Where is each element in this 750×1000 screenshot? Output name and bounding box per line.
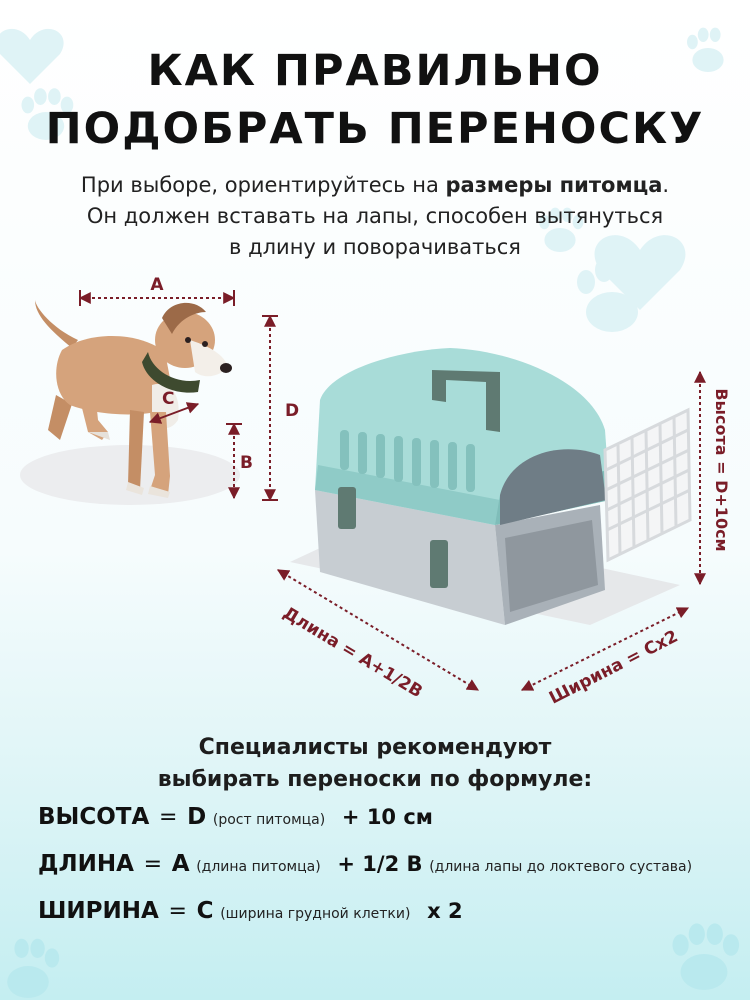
formula-height [38,804,738,830]
subtitle-line-2: Он должен вставать на лапы, способен вытянуться [86,204,664,228]
dog-label-d: D [285,401,300,421]
subtitle-highlight: размеры питомца [445,173,663,197]
recommendation-line-1: Специалисты рекомендуют [198,735,552,760]
illustration-scene [0,260,750,710]
recommendation [0,732,750,796]
paw-print-icon [7,939,59,998]
carrier-length-label: Длина = A+1/2B [279,603,426,703]
dog-illustration [20,300,240,505]
dog-label-c: C [162,389,175,409]
carrier-wire-door [605,410,690,560]
formula-equals: = [143,852,163,877]
paw-print-icon [673,923,740,990]
formula-note: (ширина грудной клетки) [220,906,411,922]
formula-name: ДЛИНА [38,851,134,877]
formula-note: (длина питомца) [196,859,321,875]
subtitle-line-1-end: . [662,173,670,197]
dog-label-b: B [240,453,253,473]
recommendation-line-2: выбирать переноски по формуле: [157,767,593,792]
formula-equals: = [158,805,178,830]
formula-operation: + 1/2 B [337,852,423,876]
formula-equals: = [168,899,187,924]
formula-width [38,898,738,924]
pet-carrier-illustration [290,348,690,625]
title-line-2: ПОДОБРАТЬ ПЕРЕНОСКУ [45,104,705,154]
formula-operation: + 10 см [341,805,433,829]
carrier-width-label: Ширина = Cx2 [546,626,682,709]
formula-note: (рост питомца) [212,812,326,828]
subtitle [20,170,730,263]
page-title [0,42,750,158]
subtitle-line-3: в длину и поворачиваться [229,235,521,259]
formula-variable: A [171,851,190,877]
formula-name: ВЫСОТА [38,804,150,830]
formula-operation-note: (длина лапы до локтевого сустава) [429,859,693,875]
formula-operation: x 2 [427,899,463,923]
formula-name: ШИРИНА [38,898,159,924]
formula-variable: D [187,804,207,830]
title-line-1: КАК ПРАВИЛЬНО [147,46,603,96]
dog-label-a: A [150,275,164,295]
subtitle-line-1-start: При выборе, ориентируйтесь на [80,173,446,197]
carrier-height-label: Высота = D+10см [712,388,731,552]
formula-variable: C [196,898,214,924]
formula-length [38,851,738,877]
